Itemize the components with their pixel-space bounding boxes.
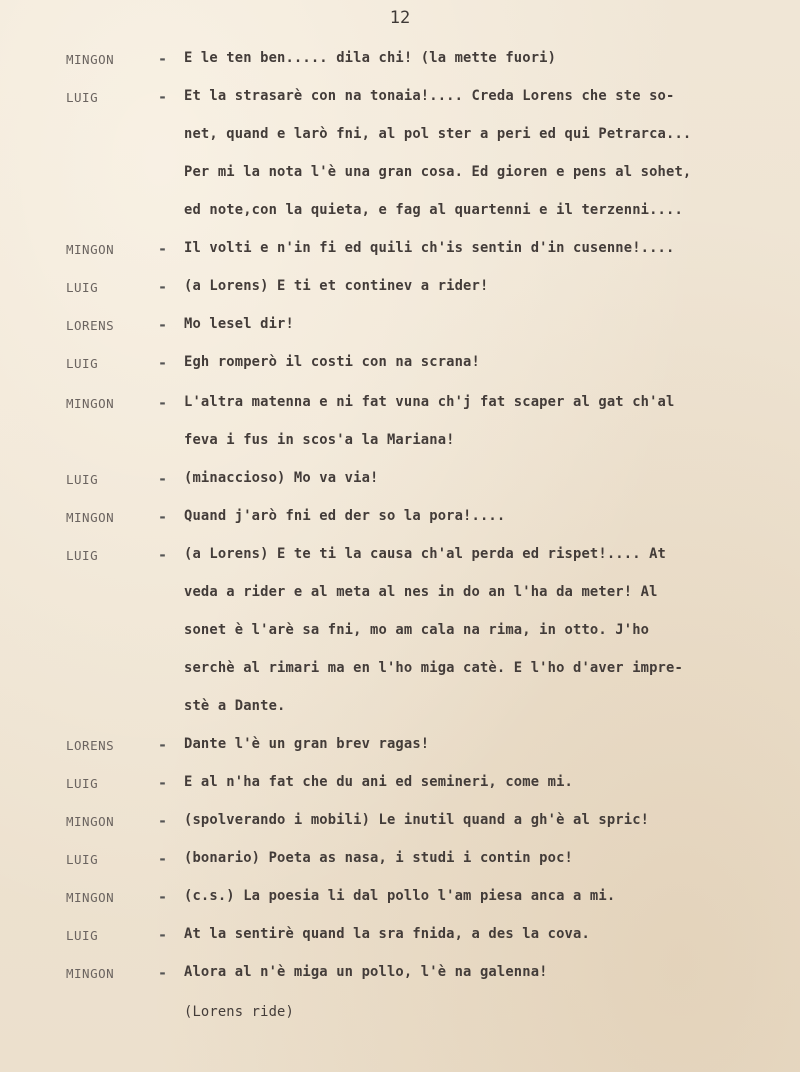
dialogue-line: Alora al n'è miga un pollo, l'è na galenna! bbox=[184, 964, 548, 980]
dialogue-dash: - bbox=[158, 470, 168, 488]
dialogue-dash: - bbox=[158, 888, 168, 906]
dialogue-dash: - bbox=[158, 354, 168, 372]
dialogue-dash: - bbox=[158, 278, 168, 296]
dialogue-dash: - bbox=[158, 926, 168, 944]
dialogue-line: veda a rider e al meta al nes in do an l'ha da meter! Al bbox=[184, 584, 658, 600]
dialogue-line: (a Lorens) E te ti la causa ch'al perda ed rispet!.... At bbox=[184, 546, 667, 562]
dialogue-dash: - bbox=[158, 240, 168, 258]
speaker-name: LUIG bbox=[66, 90, 99, 105]
speaker-name: LUIG bbox=[66, 356, 99, 371]
dialogue-line: (a Lorens) E ti et continev a rider! bbox=[184, 278, 489, 294]
dialogue-line: ed note,con la quieta, e fag al quartenni e il terzenni.... bbox=[184, 202, 683, 218]
dialogue-line: (c.s.) La poesia li dal pollo l'am piesa anca a mi. bbox=[184, 888, 616, 904]
speaker-name: LUIG bbox=[66, 548, 99, 563]
dialogue-dash: - bbox=[158, 736, 168, 754]
dialogue-line: Egh romperò il costi con na scrana! bbox=[184, 354, 480, 370]
speaker-name: MINGON bbox=[66, 396, 115, 411]
dialogue-line: E al n'ha fat che du ani ed semineri, come mi. bbox=[184, 774, 573, 790]
speaker-name: MINGON bbox=[66, 890, 115, 905]
speaker-name: LORENS bbox=[66, 318, 115, 333]
dialogue-line: feva i fus in scos'a la Mariana! bbox=[184, 432, 455, 448]
dialogue-dash: - bbox=[158, 508, 168, 526]
dialogue-line: (bonario) Poeta as nasa, i studi i contin poc! bbox=[184, 850, 573, 866]
speaker-name: LORENS bbox=[66, 738, 115, 753]
dialogue-line: Quand j'arò fni ed der so la pora!.... bbox=[184, 508, 506, 524]
dialogue-line: Per mi la nota l'è una gran cosa. Ed gioren e pens al sohet, bbox=[184, 164, 692, 180]
dialogue-line: (minaccioso) Mo va via! bbox=[184, 470, 379, 486]
dialogue-line: L'altra matenna e ni fat vuna ch'j fat scaper al gat ch'al bbox=[184, 394, 675, 410]
speaker-name: MINGON bbox=[66, 52, 115, 67]
dialogue-line: E le ten ben..... dila chi! (la mette fuori) bbox=[184, 50, 557, 66]
dialogue-line: Dante l'è un gran brev ragas! bbox=[184, 736, 430, 752]
speaker-name: MINGON bbox=[66, 242, 115, 257]
dialogue-dash: - bbox=[158, 812, 168, 830]
dialogue-line: Et la strasarè con na tonaia!.... Creda Lorens che ste so- bbox=[184, 88, 675, 104]
dialogue-dash: - bbox=[158, 546, 168, 564]
dialogue-line: Mo lesel dir! bbox=[184, 316, 294, 332]
speaker-name: LUIG bbox=[66, 472, 99, 487]
dialogue-dash: - bbox=[158, 50, 168, 68]
dialogue-dash: - bbox=[158, 394, 168, 412]
dialogue-dash: - bbox=[158, 774, 168, 792]
speaker-name: MINGON bbox=[66, 814, 115, 829]
dialogue-dash: - bbox=[158, 88, 168, 106]
dialogue-line: net, quand e larò fni, al pol ster a peri ed qui Petrarca... bbox=[184, 126, 692, 142]
dialogue-line: (spolverando i mobili) Le inutil quand a gh'è al spric! bbox=[184, 812, 650, 828]
dialogue-line: sonet è l'arè sa fni, mo am cala na rima, in otto. J'ho bbox=[184, 622, 650, 638]
dialogue-line: serchè al rimari ma en l'ho miga catè. E l'ho d'aver impre- bbox=[184, 660, 683, 676]
speaker-name: MINGON bbox=[66, 966, 115, 981]
page-number: 12 bbox=[389, 8, 411, 28]
stage-direction: (Lorens ride) bbox=[184, 1004, 294, 1020]
dialogue-dash: - bbox=[158, 850, 168, 868]
dialogue-dash: - bbox=[158, 964, 168, 982]
dialogue-dash: - bbox=[158, 316, 168, 334]
speaker-name: LUIG bbox=[66, 776, 99, 791]
speaker-name: LUIG bbox=[66, 852, 99, 867]
dialogue-line: Il volti e n'in fi ed quili ch'is sentin d'in cusenne!.... bbox=[184, 240, 675, 256]
dialogue-line: stè a Dante. bbox=[184, 698, 286, 714]
dialogue-line: At la sentirè quand la sra fnida, a des la cova. bbox=[184, 926, 590, 942]
speaker-name: MINGON bbox=[66, 510, 115, 525]
speaker-name: LUIG bbox=[66, 280, 99, 295]
speaker-name: LUIG bbox=[66, 928, 99, 943]
